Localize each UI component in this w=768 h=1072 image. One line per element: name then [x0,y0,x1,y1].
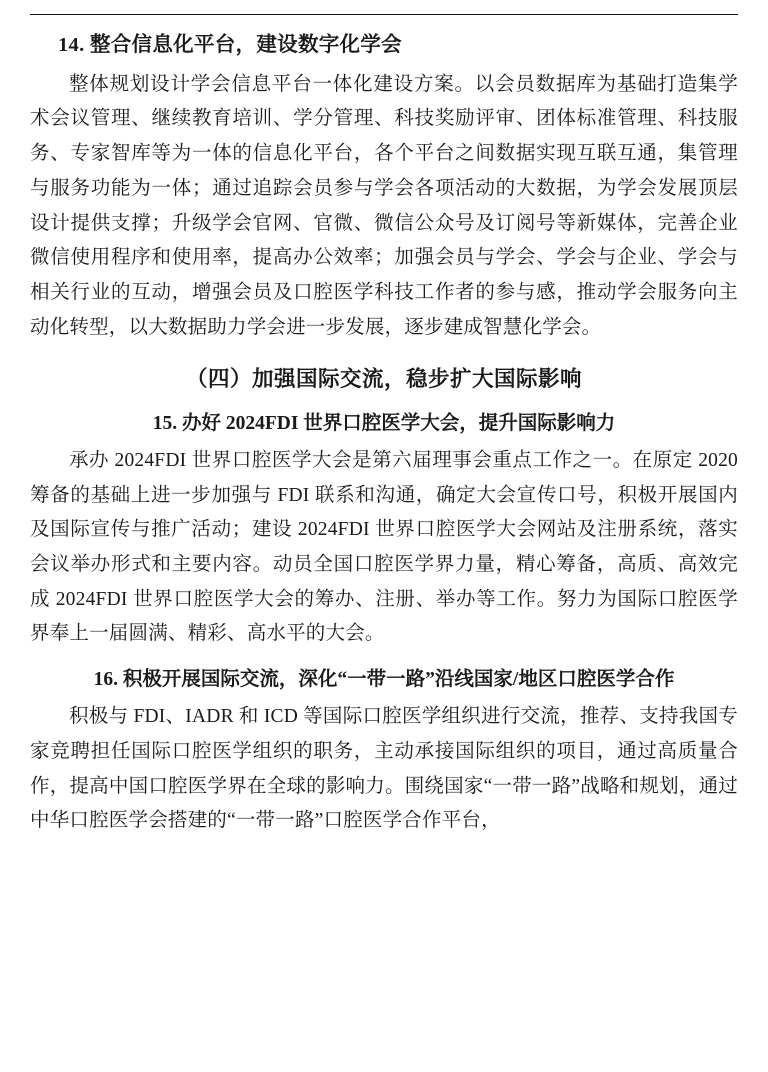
section-15 [30,410,738,652]
section-14-heading: 14. 整合信息化平台，建设数字化学会 [58,34,402,56]
section-16-paragraph: 积极与 FDI、IADR 和 ICD 等国际口腔医学组织进行交流，推荐、支持我国专家竞聘担任国际口腔医学组织的职务，主动承接国际组织的项目，通过高质量合作，提高中国口腔医学界在全球的影响力。围绕国家“一带一路”战略和规划，通过中华口腔医学会搭建的“一带一路”口腔医学合作平台， [30,706,738,832]
section-16 [30,666,738,839]
section-15-heading: 15. 办好 2024FDI 世界口腔医学大会，提升国际影响力 [152,412,616,434]
section-15-paragraph: 承办 2024FDI 世界口腔医学大会是第六届理事会重点工作之一。在原定 2020 筹备的基础上进一步加强与 FDI 联系和沟通，确定大会宣传口号，积极开展国内及国际宣传与推广活动；建设 2024FDI 世界口腔医学大会网站及注册系统，落实会议举办形式和主要内容。动员全国口腔医学界力量，精心筹备，高质、高效完成 2024FDI 世界口腔医学大会的筹办、注册、举办等工作。努力为国际口腔医学界奉上一届圆满、精彩、高水平的大会。 [30,449,738,645]
section-14-paragraph: 整体规划设计学会信息平台一体化建设方案。以会员数据库为基础打造集学术会议管理、继续教育培训、学分管理、科技奖励评审、团体标准管理、科技服务、专家智库等为一体的信息化平台，各个平台之间数据实现互联互通，集管理与服务功能为一体；通过追踪会员参与学会各项活动的大数据，为学会发展顶层设计提供支撑；升级学会官网、官微、微信公众号及订阅号等新媒体，完善企业微信使用程序和使用率，提高办公效率；加强会员与学会、学会与企业、学会与相关行业的互动，增强会员及口腔医学科技工作者的参与感，推动学会服务向主动化转型，以大数据助力学会进一步发展，逐步建成智慧化学会。 [30,73,738,338]
section-14 [30,31,738,345]
page-top-divider [30,14,738,15]
section-four-heading: （四）加强国际交流，稳步扩大国际影响 [185,367,582,392]
section-16-heading: 16. 积极开展国际交流，深化“一带一路”沿线国家/地区口腔医学合作 [93,669,675,691]
section-four [30,363,738,395]
